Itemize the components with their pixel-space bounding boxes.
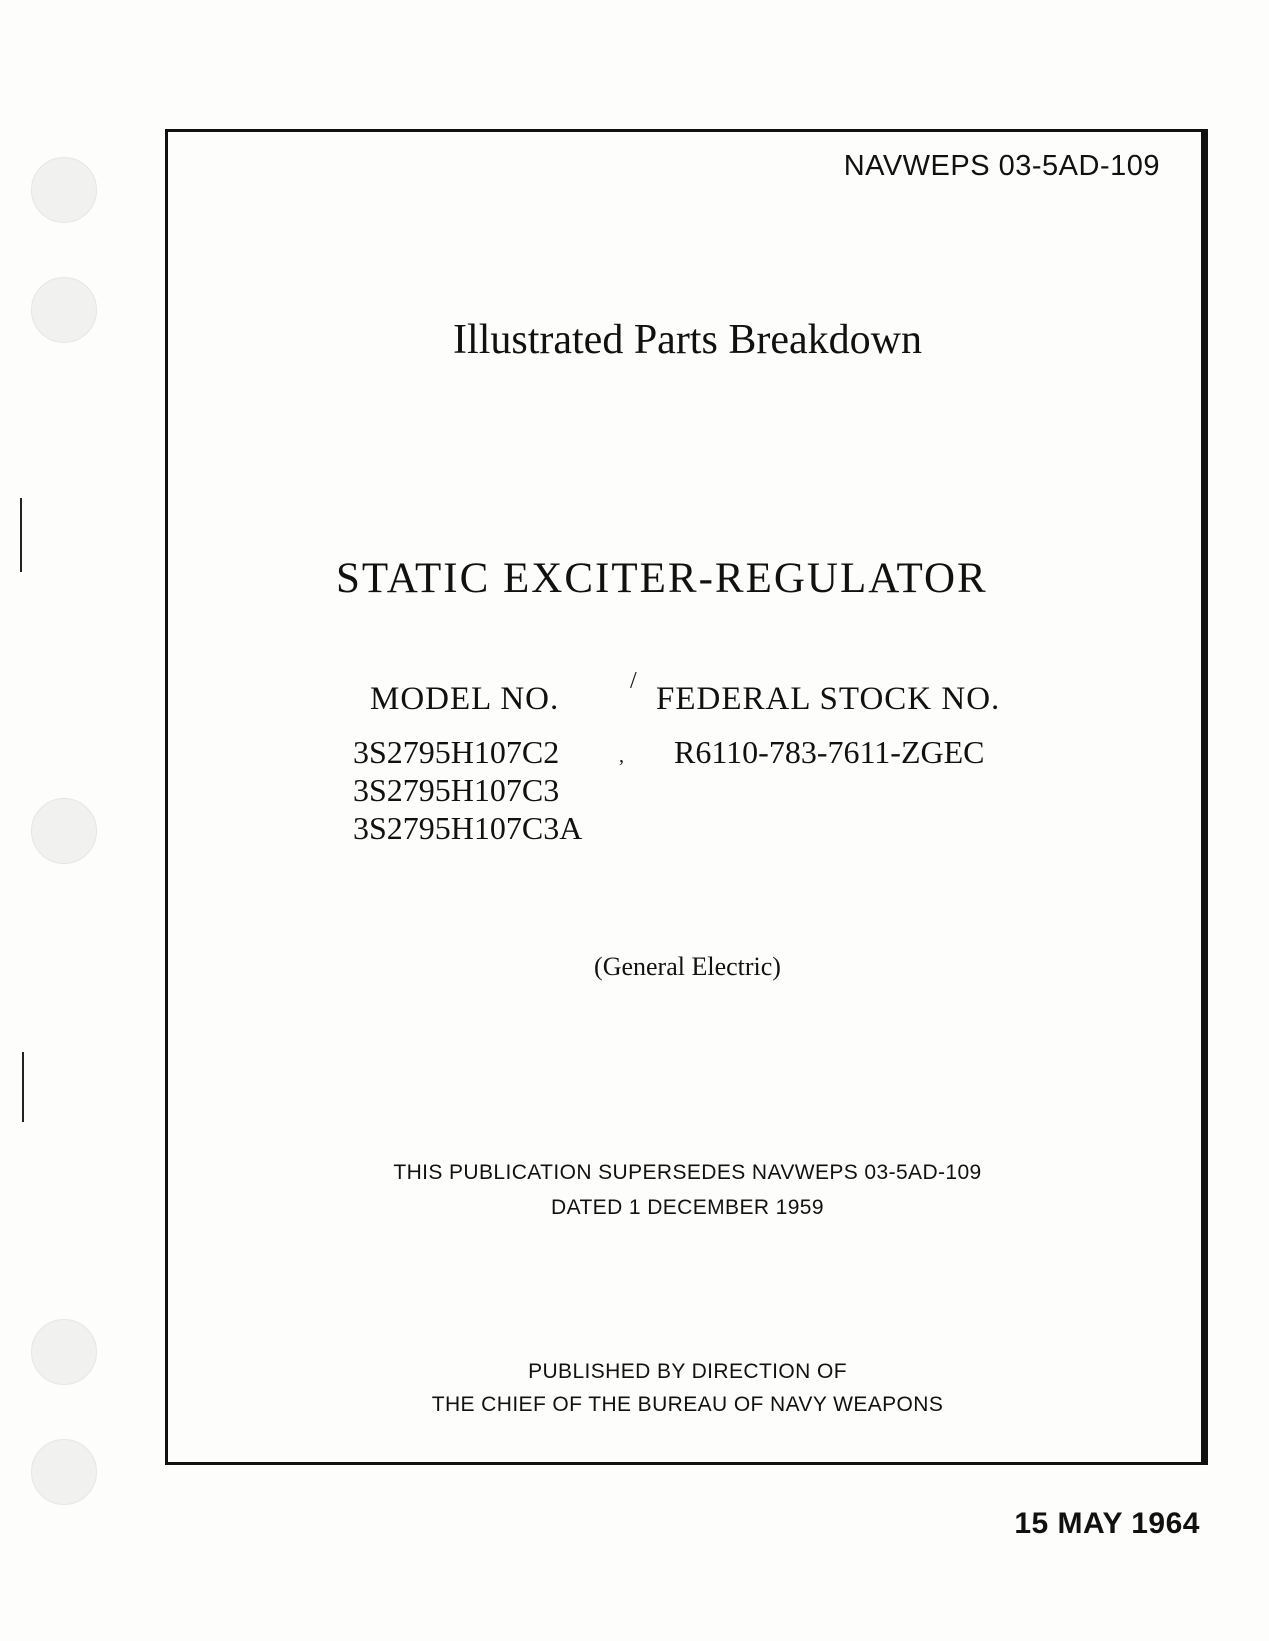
model-number: 3S2795H107C3 — [353, 772, 560, 808]
supersedes-notice — [0, 1155, 1269, 1225]
margin-mark — [22, 1052, 24, 1122]
supersedes-line: THIS PUBLICATION SUPERSEDES NAVWEPS 03-5AD-109 — [393, 1161, 982, 1184]
model-number-header: MODEL NO. — [370, 681, 560, 717]
document-number: NAVWEPS 03-5AD-109 — [843, 150, 1160, 182]
page-title: Illustrated Parts Breakdown — [453, 317, 922, 363]
supersedes-date: DATED 1 DECEMBER 1959 — [551, 1196, 824, 1219]
model-number: 3S2795H107C3A — [353, 810, 583, 846]
margin-mark — [20, 498, 22, 572]
publisher-line: PUBLISHED BY DIRECTION OF — [528, 1360, 847, 1383]
publication-date: 15 MAY 1964 — [1014, 1507, 1200, 1540]
publisher-notice — [0, 1355, 1269, 1421]
federal-stock-number: R6110-783-7611-ZGEC — [674, 734, 985, 770]
model-number: 3S2795H107C2 — [353, 734, 560, 770]
stray-mark: / — [630, 668, 637, 694]
federal-stock-header: FEDERAL STOCK NO. — [656, 681, 1001, 717]
publisher-authority: THE CHIEF OF THE BUREAU OF NAVY WEAPONS — [431, 1393, 944, 1416]
model-number-list — [353, 733, 582, 847]
equipment-heading: STATIC EXCITER-REGULATOR — [336, 555, 988, 602]
punch-hole — [31, 1439, 97, 1505]
punch-hole — [31, 157, 97, 223]
punch-hole — [31, 798, 97, 864]
manufacturer: (General Electric) — [594, 952, 781, 981]
stray-mark: , — [619, 745, 624, 767]
